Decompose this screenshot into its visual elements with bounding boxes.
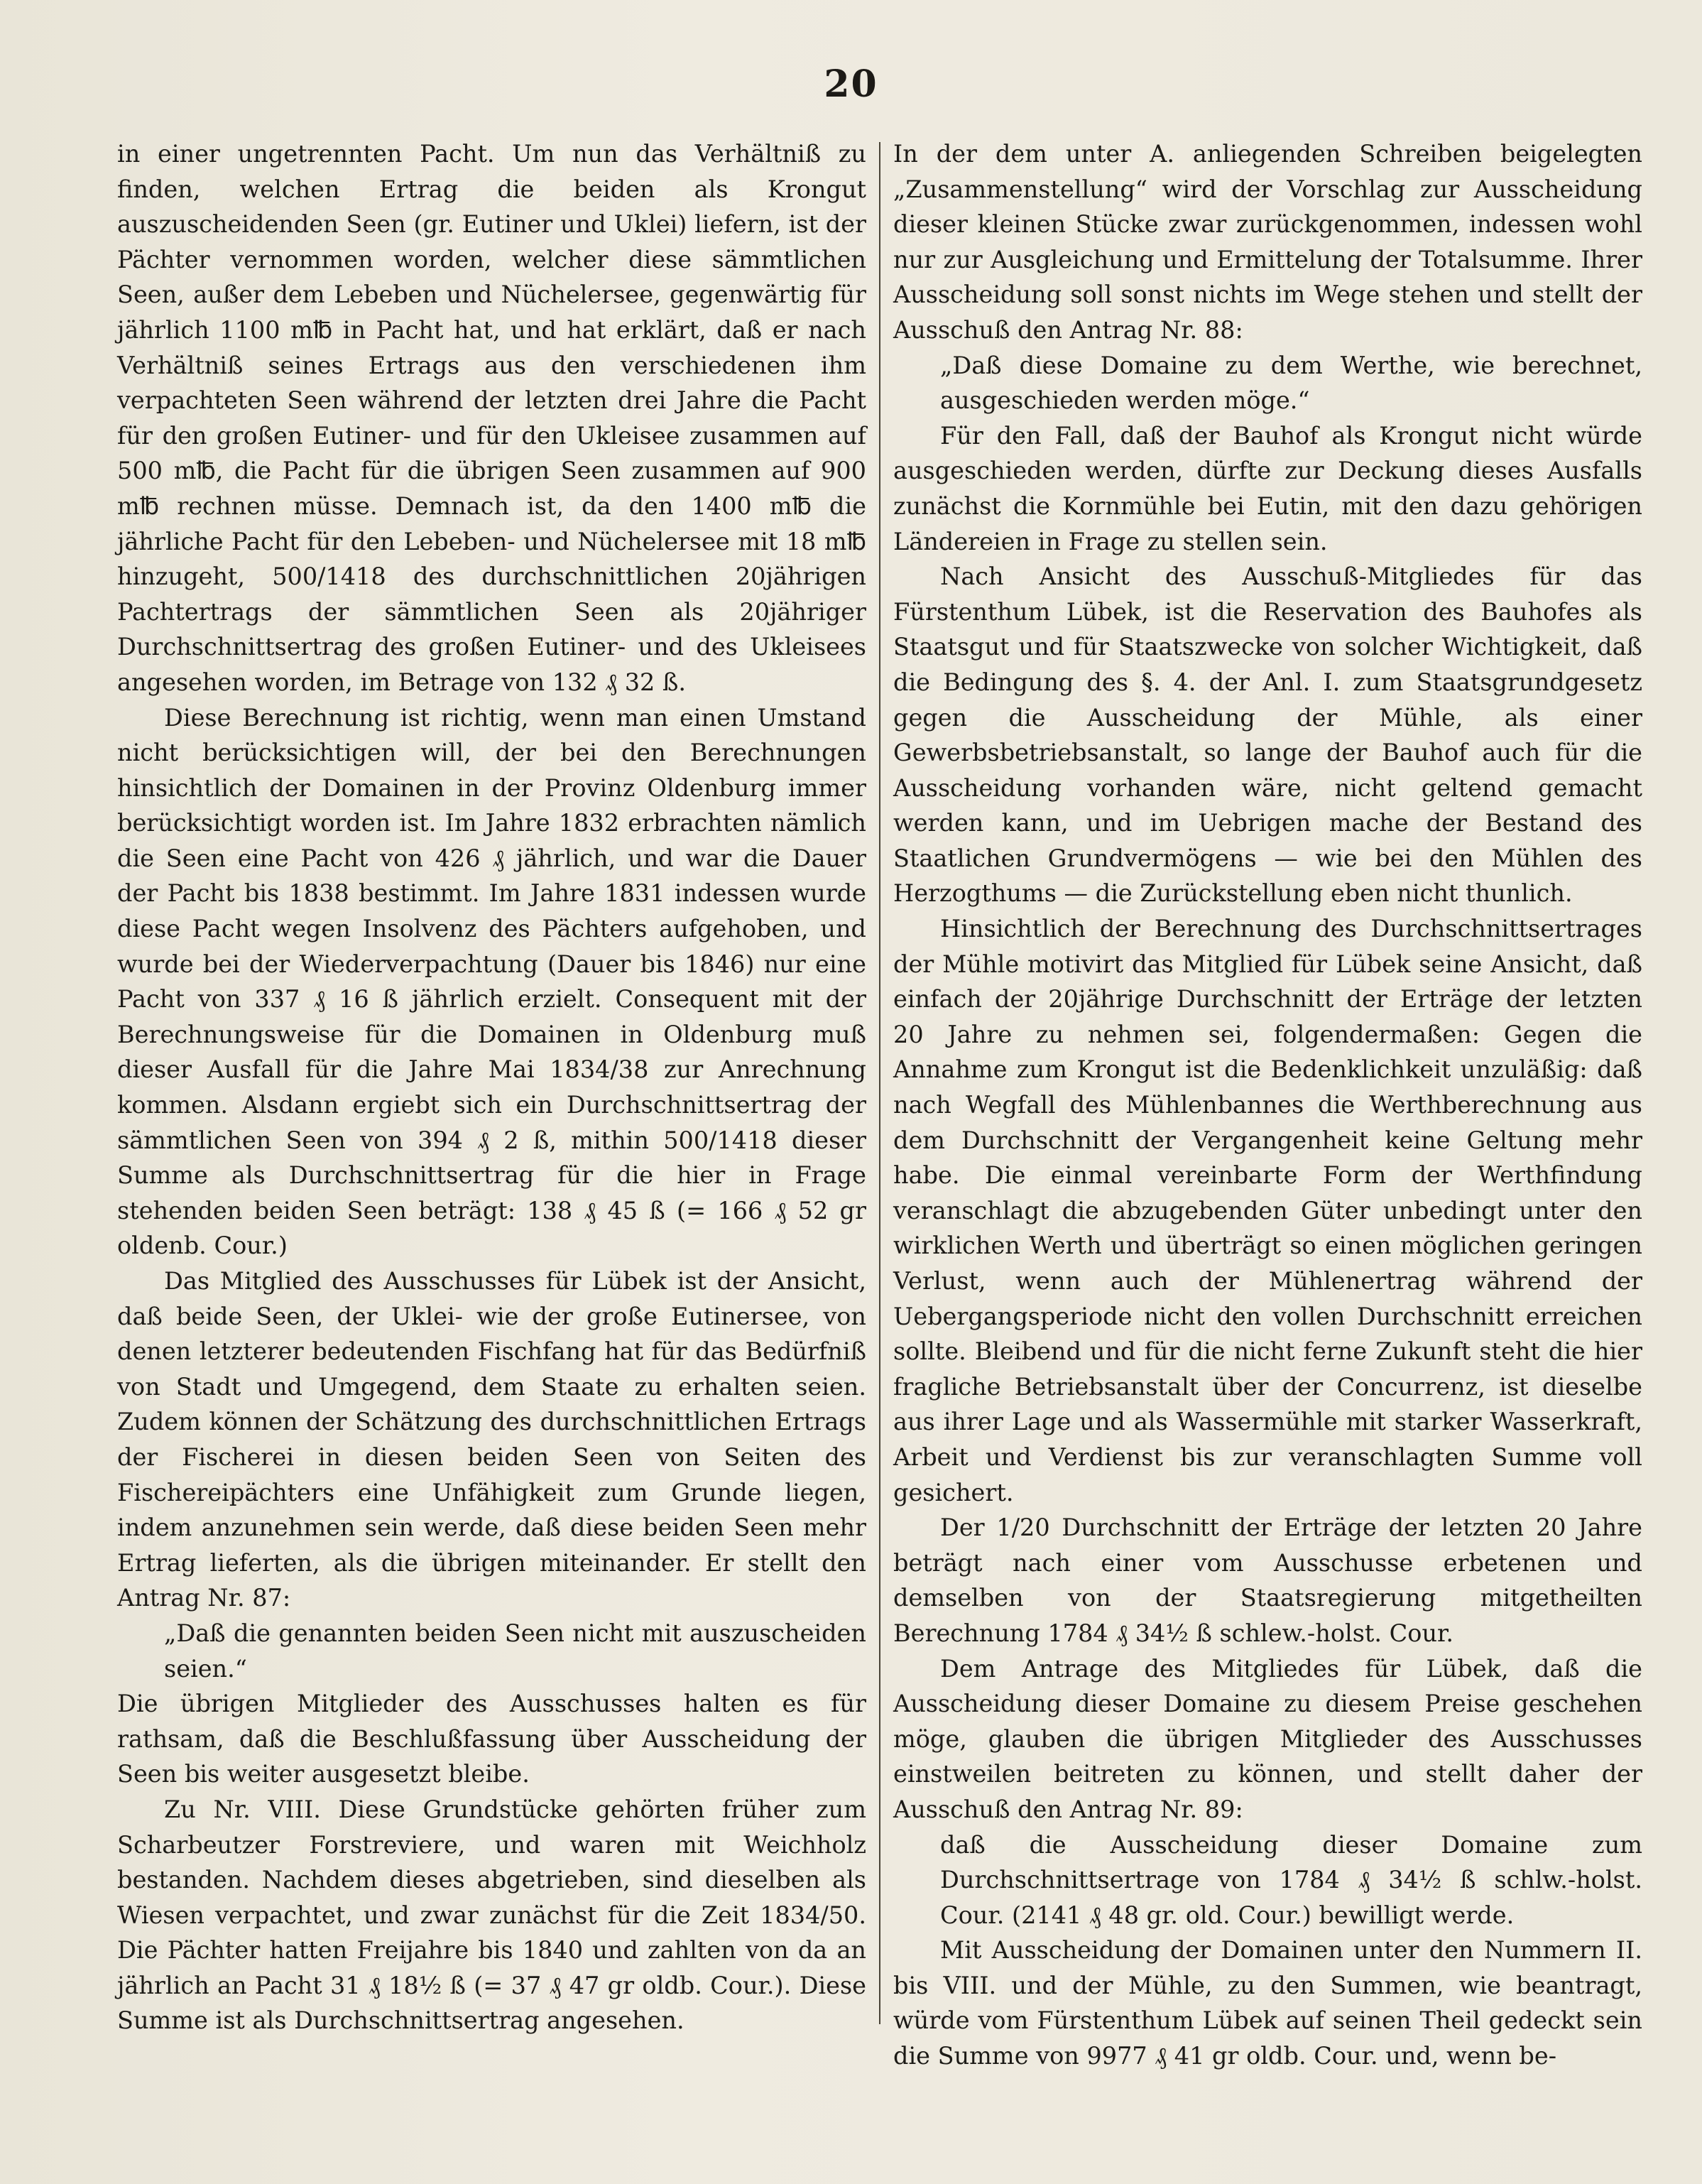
paragraph: Das Mitglied des Ausschusses für Lübek ist der Ansicht, daß beide Seen, der Uklei- wie der große Eutinersee, von denen letzterer bedeutenden Fischfang hat für das Bedürfniß von Stadt und Umgegend, dem Staate zu erhalten seien. Zudem können der Schätzung des durchschnittlichen Ertrags der Fischerei in diesen beiden Seen von Seiten des Fischereipächters eine Unfähigkeit zum Grunde liegen, indem anzunehmen sein werde, daß diese beiden Seen mehr Ertrag lieferten, als die übrigen miteinander. Er stellt den Antrag Nr. 87: — [117, 1267, 866, 1612]
paragraph: Nach Ansicht des Ausschuß-Mitgliedes für das Fürstenthum Lübek, ist die Reservation des Bauhofes als Staatsgut und für Staatszwecke von solcher Wichtigkeit, daß die Bedingung des §. 4. der Anl. I. zum Staatsgrundgesetz gegen die Ausscheidung der Mühle, als einer Gewerbsbetriebsanstalt, so lange der Bauhof auch für die Ausscheidung vorhanden wäre, nicht geltend gemacht werden kann, und im Uebrigen mache der Bestand des Staatlichen Grundvermögens — wie bei den Mühlen des Herzogthums — die Zurückstellung eben nicht thunlich. — [893, 563, 1642, 908]
paragraph: in einer ungetrennten Pacht. Um nun das Verhältniß zu finden, welchen Ertrag die beiden als Krongut auszuscheidenden Seen (gr. Eutiner und Uklei) liefern, ist der Pächter vernommen worden, welcher diese sämmtlichen Seen, außer dem Lebeben und Nüchelersee, gegenwärtig für jährlich 1100 m℔ in Pacht hat, und hat erklärt, daß er nach Verhältniß seines Ertrags aus den verschiedenen ihm verpachteten Seen während der letzten drei Jahre die Pacht für den großen Eutiner- und für den Ukleisee zusammen auf 500 m℔, die Pacht für die übrigen Seen zusammen auf 900 m℔ rechnen müsse. Demnach ist, da den 1400 m℔ die jährliche Pacht für den Lebeben- und Nüchelersee mit 18 m℔ hinzugeht, 500/1418 des durchschnittlichen 20jährigen Pachtertrags der sämmtlichen Seen als 20jähriger Durchschnittsertrag des großen Eutiner- und des Ukleisees angesehen worden, im Betrage von 132 ₰ 32 ß. — [117, 140, 866, 696]
motion-quote: „Daß die genannten beiden Seen nicht mit auszuscheiden seien.“ — [164, 1619, 866, 1683]
column-divider — [879, 142, 880, 2024]
paragraph: Der 1/20 Durchschnitt der Erträge der letzten 20 Jahre beträgt nach einer vom Ausschusse erbetenen und demselben von der Staatsregierung mitgetheilten Berechnung 1784 ₰ 34½ ß schlew.-holst. Cour. — [893, 1514, 1642, 1647]
left-column — [117, 136, 866, 2038]
paragraph: Zu Nr. VIII. Diese Grundstücke gehörten früher zum Scharbeutzer Forstreviere, und waren mit Weichholz bestanden. Nachdem dieses abgetrieben, sind dieselben als Wiesen verpachtet, und zwar zunächst für die Zeit 1834/50. Die Pächter hatten Freijahre bis 1840 und zahlten von da an jährlich an Pacht 31 ₰ 18½ ß (= 37 ₰ 47 gr oldb. Cour.). Diese Summe ist als Durchschnittsertrag angesehen. — [117, 1795, 866, 2035]
motion-quote: daß die Ausscheidung dieser Domaine zum Durchschnittsertrage von 1784 ₰ 34½ ß schlw.-holst. Cour. (2141 ₰ 48 gr. old. Cour.) bewilligt werde. — [940, 1830, 1642, 1929]
paragraph: Dem Antrage des Mitgliedes für Lübek, daß die Ausscheidung dieser Domaine zu diesem Preise geschehen möge, glauben die übrigen Mitglieder des Ausschusses einstweilen beitreten zu können, und stellt daher der Ausschuß den Antrag Nr. 89: — [893, 1654, 1642, 1823]
paragraph: Für den Fall, daß der Bauhof als Krongut nicht würde ausgeschieden werden, dürfte zur Deckung dieses Ausfalls zunächst die Kornmühle bei Eutin, mit den dazu gehörigen Ländereien in Frage zu stellen sein. — [893, 421, 1642, 555]
page-number: 20 — [824, 63, 878, 106]
paragraph: Mit Ausscheidung der Domainen unter den Nummern II. bis VIII. und der Mühle, zu den Summen, wie beantragt, würde vom Fürstenthum Lübek auf seinen Theil gedeckt sein die Summe von 9977 ₰ 41 gr oldb. Cour. und, wenn be- — [893, 1936, 1642, 2070]
right-column — [893, 136, 1642, 2074]
paragraph: Diese Berechnung ist richtig, wenn man einen Umstand nicht berücksichtigen will, der bei den Berechnungen hinsichtlich der Domainen in der Provinz Oldenburg immer berücksichtigt worden ist. Im Jahre 1832 erbrachten nämlich die Seen eine Pacht von 426 ₰ jährlich, und war die Dauer der Pacht bis 1838 bestimmt. Im Jahre 1831 indessen wurde diese Pacht wegen Insolvenz des Pächters aufgehoben, und wurde bei der Wiederverpachtung (Dauer bis 1846) nur eine Pacht von 337 ₰ 16 ß jährlich erzielt. Consequent mit der Berechnungsweise für die Domainen in Oldenburg muß dieser Ausfall für die Jahre Mai 1834/38 zur Anrechnung kommen. Alsdann ergiebt sich ein Durchschnittsertrag der sämmtlichen Seen von 394 ₰ 2 ß, mithin 500/1418 dieser Summe als Durchschnittsertrag für die hier in Frage stehenden beiden Seen beträgt: 138 ₰ 45 ß (= 166 ₰ 52 gr oldenb. Cour.) — [117, 703, 866, 1260]
paragraph: In der dem unter A. anliegenden Schreiben beigelegten „Zusammenstellung“ wird der Vorschlag zur Ausscheidung dieser kleinen Stücke zwar zurückgenommen, indessen wohl nur zur Ausgleichung und Ermittelung der Totalsumme. Ihrer Ausscheidung soll sonst nichts im Wege stehen und stellt der Ausschuß den Antrag Nr. 88: — [893, 140, 1642, 344]
paragraph: Die übrigen Mitglieder des Ausschusses halten es für rathsam, daß die Beschlußfassung über Ausscheidung der Seen bis weiter ausgesetzt bleibe. — [117, 1690, 866, 1788]
motion-quote: „Daß diese Domaine zu dem Werthe, wie berechnet, ausgeschieden werden möge.“ — [940, 351, 1642, 415]
paragraph: Hinsichtlich der Berechnung des Durchschnittsertrages der Mühle motivirt das Mitglied für Lübek seine Ansicht, daß einfach der 20jährige Durchschnitt der Erträge der letzten 20 Jahre zu nehmen sei, folgendermaßen: Gegen die Annahme zum Krongut ist die Bedenklichkeit unzuläßig: daß nach Wegfall des Mühlenbannes die Werthberechnung aus dem Durchschnitt der Vergangenheit keine Geltung mehr habe. Die einmal vereinbarte Form der Werthfindung veranschlagt die abzugebenden Güter unbedingt unter den wirklichen Werth und überträgt so einen möglichen geringen Verlust, wenn auch der Mühlenertrag während der Uebergangsperiode nicht den vollen Durchschnitt erreichen sollte. Bleibend und für die nicht ferne Zukunft steht die hier fragliche Betriebsanstalt über der Concurrenz, ist dieselbe aus ihrer Lage und als Wassermühle mit starker Wasserkraft, Arbeit und Verdienst bis zur veranschlagten Summe voll gesichert. — [893, 915, 1642, 1506]
